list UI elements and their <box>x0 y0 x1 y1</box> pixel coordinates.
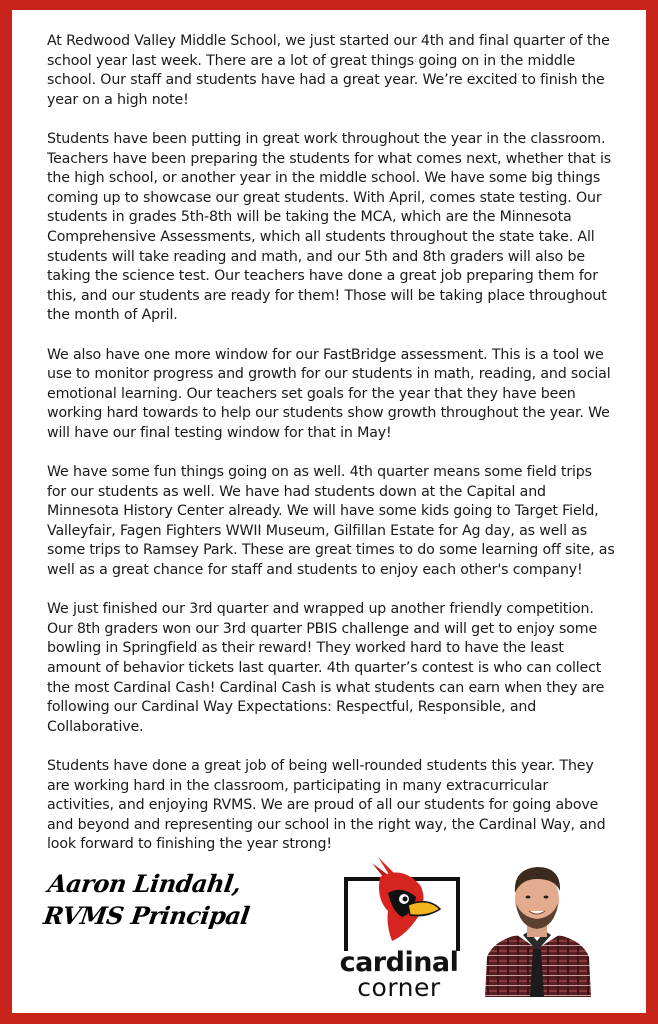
paragraph-6: Students have done a great job of being well-rounded students this year. They are working hard in the classroom, participating in many extracurricular activities, and enjoying RVMS. We are proud of all our students for going above and beyond and representing our school in the right way, the Cardinal Way, and look forward to finishing the year strong! <box>47 757 606 853</box>
letter-page <box>12 10 646 1013</box>
principal-portrait-icon <box>483 857 592 997</box>
paragraph-2: Students have been putting in great work throughout the year in the classroom. Teachers have been preparing the students for what comes next, whether that is the high school, or another year in the middle school. We have some big things coming up to showcase our great students. With April, comes state testing. Our students in grades 5th-8th will be taking the MCA, which are the Minnesota Comprehensive Assessments, which all students throughout the state take. All students will take reading and math, and our 5th and 8th graders will also be taking the science test. Our teachers have done a great job preparing them for this, and our students are ready for them! Those will be taking place throughout the month of April. <box>47 130 612 324</box>
paragraph-5: We just finished our 3rd quarter and wrapped up another friendly competition. Our 8th graders won our 3rd quarter PBIS challenge and will get to enjoy some bowling in Springfield as their reward! They worked hard to have the least amount of behavior tickets last quarter. 4th quarter’s contest is who can collect the most Cardinal Cash! Cardinal Cash is what students can earn when they are following our Cardinal Way Expectations: Respectful, Responsible, and Collaborative. <box>47 601 605 735</box>
letter-body <box>47 32 615 875</box>
signature-title: RVMS Principal <box>41 901 252 930</box>
paragraph-3: We also have one more window for our FastBridge assessment. This is a tool we use to monitor progress and growth for our students in math, reading, and social emotional learning. Our teachers set goals for the year that they have been working hard towards to help our students show growth throughout the year. We will have our final testing window for that in May! <box>47 346 611 441</box>
principal-photo <box>483 857 592 997</box>
cardinal-corner-logo <box>334 855 464 1007</box>
paragraph-4: We have some fun things going on as well. 4th quarter means some field trips for our students as well. We have had students down at the Capital and Minnesota History Center already. We will have some kids going to Target Field, Valleyfair, Fagen Fighters WWII Museum, Gilfillan Estate for Ag day, as well as some trips to Ramsey Park. These are great times to do some learning off site, as well as a great chance for staff and students to enjoy each other's company! <box>47 464 615 579</box>
cardinal-icon <box>358 855 448 945</box>
paragraph-1: At Redwood Valley Middle School, we just started our 4th and final quarter of the school year last week. There are a lot of great things going on in the middle school. Our staff and students have had a great year. We’re excited to finish the year on a high note! <box>47 33 610 108</box>
signature <box>42 868 261 932</box>
signature-name: Aaron Lindahl, <box>46 869 243 898</box>
logo-word-cardinal: cardinal <box>339 947 459 978</box>
logo-word-corner: corner <box>357 973 441 1002</box>
